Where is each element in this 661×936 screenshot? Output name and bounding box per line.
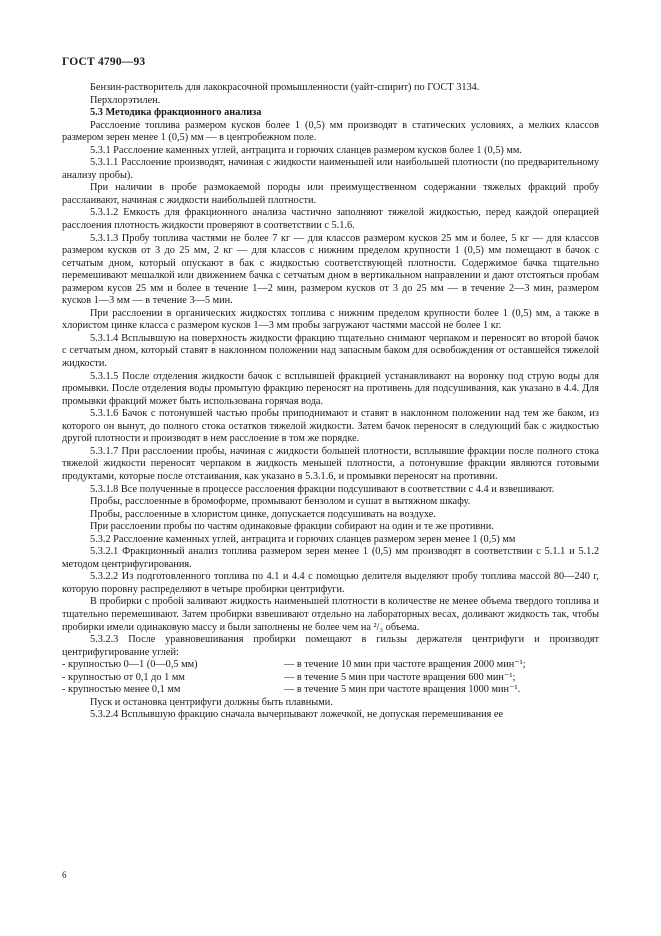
paragraph: Пуск и остановка центрифуги должны быть плавными. [90,696,333,708]
paragraph: 5.3.2 Расслоение каменных углей, антрацита и горючих сланцев размером зерен менее 1 (0,5) мм [90,533,516,545]
list-item [62,672,599,685]
paragraph: В пробирки с пробой заливают жидкость наименьшей плотности в количестве не менее объема твердого топлива и тщательно перемешивают. Затем пробирки взвешивают отдельно на лабораторных весах, доливают жидкость так, чтобы пробирки имели одинаковую массу и были заполнены не более чем на ²/₃ объема. [62,596,599,633]
paragraph: Пробы, расслоенные в хлористом цинке, допускается подсушивать на воздухе. [90,508,436,520]
paragraph: Расслоение топлива размером кусков более 1 (0,5) мм производят в статических условиях, а мелких классов размером зерен менее 1 (0,5) мм — в центробежном поле. [62,119,599,144]
list-item-size: - крупностью 0—1 (0—0,5 мм) [62,659,198,671]
paragraph: 5.3.1.5 После отделения жидкости бачок с всплывшей фракцией устанавливают на воронку под струю воды для промывки. После отделения воды промытую фракцию переносят на противень для подсушивания, как указано в 4.4. Для промывки фракций может быть использована горячая вода. [62,370,599,407]
paragraph: 5.3.1 Расслоение каменных углей, антрацита и горючих сланцев размером кусков более 1 (0,5) мм. [90,144,523,156]
list-item-size: - крупностью от 0,1 до 1 мм [62,671,185,683]
paragraph: 5.3.1.6 Бачок с потонувшей частью пробы приподнимают и ставят в наклонном положении над тем же баком, из которого он вынут, до полного стока остатков тяжелой жидкости. Затем бачок переносят в следующий бак с жидкостью другой плотности и производят в нем расслоение в том же порядке. [62,408,599,445]
paragraph: При расслоении в органических жидкостях топлива с нижним пределом крупности более 1 (0,5) мм, а также в хлористом цинке класса с размером кусков 1—3 мм пробы загружают частями массой не более 1 кг. [62,307,599,332]
list-item-mode: — в течение 5 мин при частоте вращения 1000 мин⁻¹. [284,684,521,696]
paragraph: 5.3.1.3 Пробу топлива частями не более 7 кг — для классов размером кусков 25 мм и более, 5 кг — для классов размером кусков от 3 до 25 мм, 2 кг — для классов с нижним пределом крупности 1 (0,5) мм помещают в бачок с сетчатым дном, который опускают в бак с жидкостью соответствующей плотности. Содержимое бачка тщательно перемешивают мешалкой или движением бачка с сетчатым дном в вертикальном направлении и дают отстояться пробам размером кусов 25 мм и более в течение 1—2 мин, размером кусков от 3 до 25 мм — в течение 2—3 мин, размером кусков 1—3 мм — в течение 3—5 мин. [62,232,599,307]
list-item-mode: — в течение 5 мин при частоте вращения 600 мин⁻¹; [284,671,516,683]
paragraph: 5.3.2.3 После уравновешивания пробирки помещают в гильзы держателя центрифуги и производят центрифугирование углей: [62,634,599,658]
paragraph: 5.3.2.2 Из подготовленного топлива по 4.1 и 4.4 с помощью делителя выделяют пробу топлива массой 80—240 г, которую поровну распределяют в четыре пробирки центрифуги. [62,571,599,595]
list-item-mode: — в течение 10 мин при частоте вращения 2000 мин⁻¹; [284,659,526,671]
paragraph: При наличии в пробе размокаемой породы или преимущественном содержании тяжелых фракций пробу расслаивают, начиная с жидкости наибольшей плотности. [62,182,599,206]
paragraph: 5.3.1.1 Расслоение производят, начиная с жидкости наименьшей или наибольшей плотности (по предварительному анализу пробы). [62,157,599,181]
section-title: 5.3 Методика фракционного анализа [90,107,262,119]
paragraph: 5.3.1.7 При расслоении пробы, начиная с жидкости большей плотности, всплывшие фракции после полного стока тяжелой жидкости переносят черпаком в жидкость меньшей плотности, а потонувшие фракции являются готовыми продуктами, которые после отстаивания, как указано в 5.3.1.6, и промывки переносят на противни. [62,445,599,482]
paragraph: Бензин-растворитель для лакокрасочной промышленности (уайт-спирит) по ГОСТ 3134. [90,82,480,93]
document-header: ГОСТ 4790—93 [62,56,146,68]
paragraph: 5.3.1.8 Все полученные в процессе расслоения фракции подсушивают в соответствии с 4.4 и взвешивают. [90,483,555,495]
paragraph: 5.3.2.1 Фракционный анализ топлива размером зерен менее 1 (0,5) мм производят в соответствии с 5.1.1 и 5.1.2 методом центрифугирования. [62,546,599,570]
paragraph: Перхлорэтилен. [90,94,161,106]
page-number: 6 [62,870,67,880]
paragraph: 5.3.2.4 Всплывшую фракцию сначала вычерпывают ложечкой, не допуская перемешивания ее [90,709,504,721]
paragraph: При расслоении пробы по частям одинаковые фракции собирают на один и те же противни. [90,521,494,533]
paragraph: 5.3.1.4 Всплывшую на поверхность жидкости фракцию тщательно снимают черпаком и переносят во второй бачок с сетчатым дном, который ставят в наклонном положении над запасным баком для освобождения от оставшейся тяжелой жидкости. [62,332,599,370]
paragraph: 5.3.1.2 Емкость для фракционного анализа частично заполняют тяжелой жидкостью, перед каждой операцией расслоения плотность жидкости проверяют в соответствии с 5.1.6. [62,207,599,232]
paragraph: Пробы, расслоенные в бромоформе, промывают бензолом и сушат в вытяжном шкафу. [90,496,471,508]
centrifuge-mode-list [62,659,599,697]
list-item [62,659,599,672]
body-text [62,82,599,722]
list-item [62,684,599,697]
list-item-size: - крупностью менее 0,1 мм [62,684,181,696]
